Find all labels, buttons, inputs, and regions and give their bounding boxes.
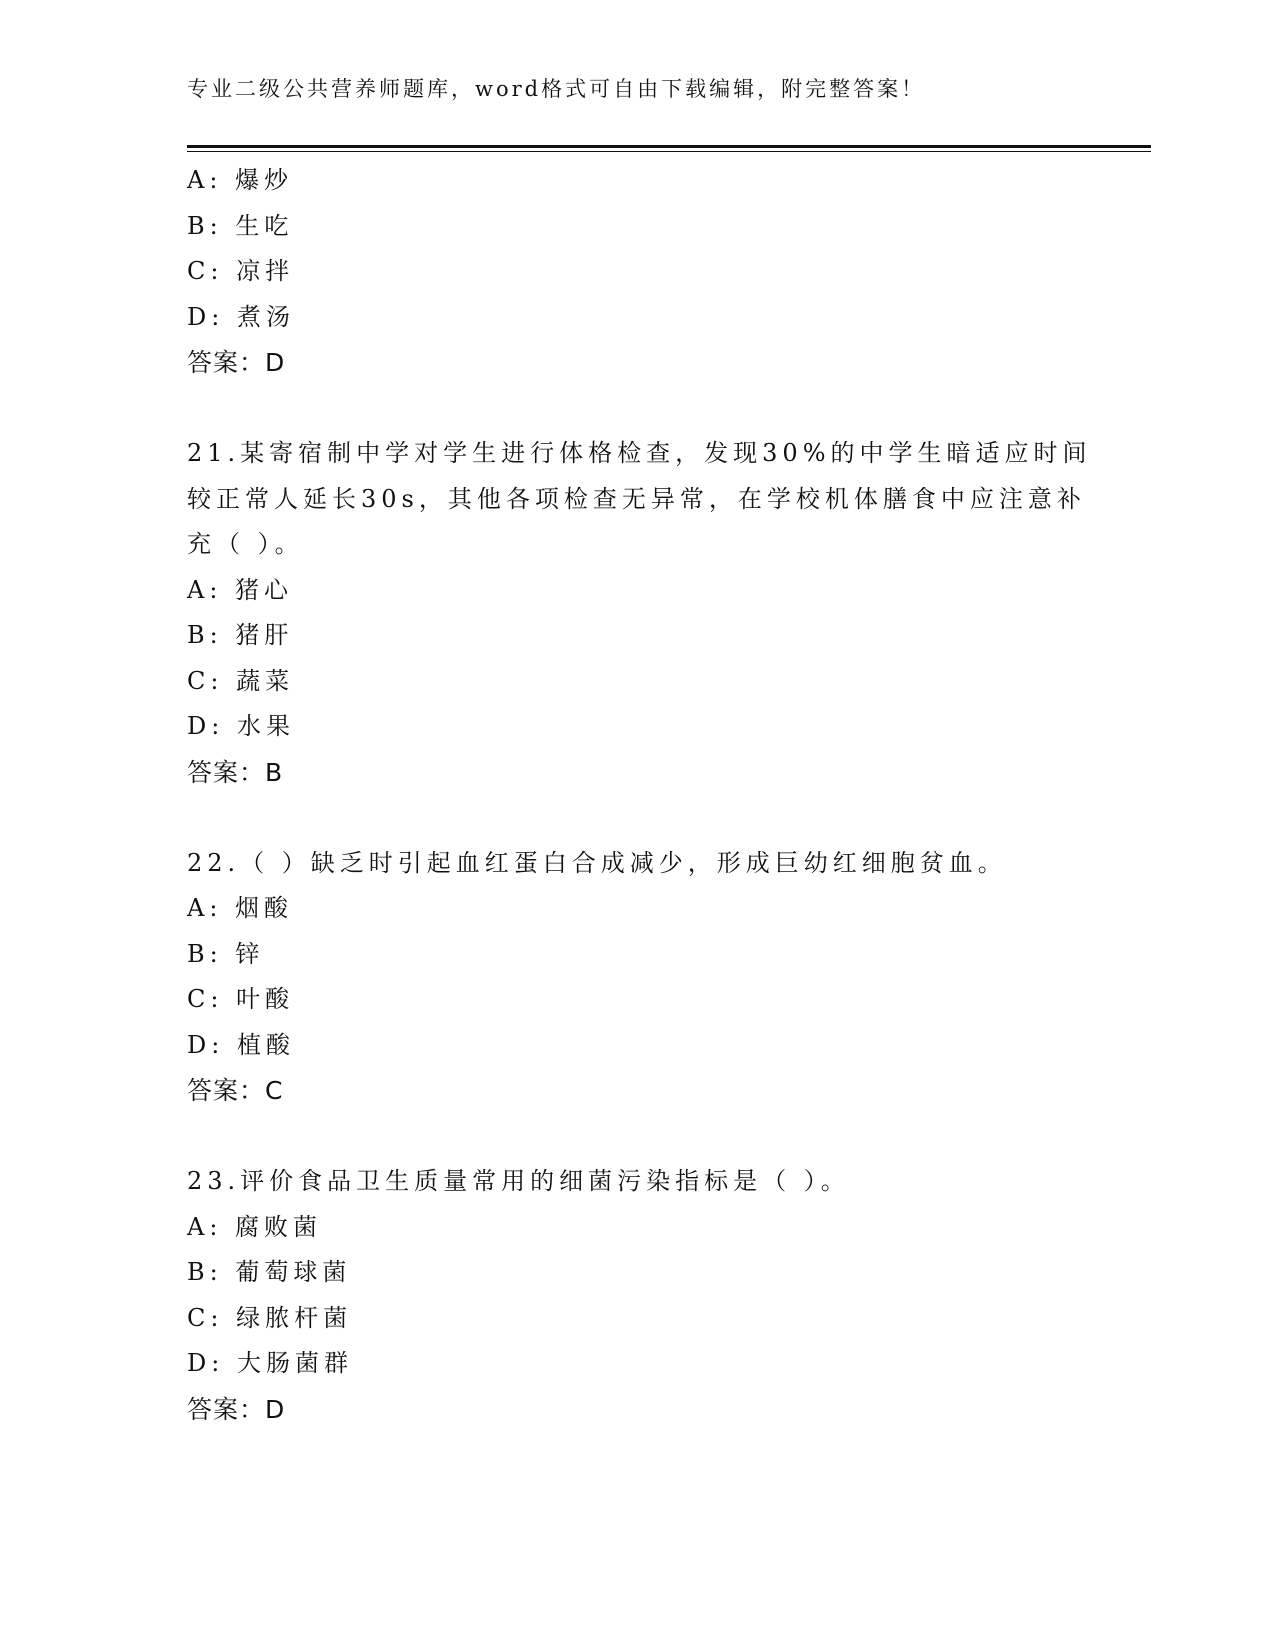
- answer-line: 答案：D: [187, 1394, 286, 1424]
- option-d: D: 植酸: [187, 1030, 295, 1059]
- header-rule-thin: [187, 151, 1151, 152]
- question-stem-line: 21.某寄宿制中学对学生进行体格检查，发现30%的中学生暗适应时间: [187, 439, 1092, 467]
- question-gap: [187, 386, 1087, 432]
- document-header: 专业二级公共营养师题库，word格式可自由下载编辑，附完整答案！: [187, 77, 926, 101]
- question-stem-line: 23.评价食品卫生质量常用的细菌污染指标是（ ）。: [187, 1167, 850, 1195]
- option-c: C: 绿脓杆菌: [187, 1303, 353, 1332]
- option-b: B: 葡萄球菌: [187, 1258, 352, 1286]
- answer-line: 答案：B: [187, 757, 284, 787]
- option-b: B: 生吃: [187, 211, 294, 240]
- question-gap: [187, 795, 1087, 841]
- option-d: D: 大肠菌群: [187, 1349, 353, 1377]
- option-d: D: 水果: [187, 712, 295, 740]
- answer-line: 答案：C: [187, 1076, 284, 1105]
- question-gap: [187, 1114, 1087, 1160]
- option-b: B: 锌: [187, 939, 265, 968]
- option-a: A: 爆炒: [187, 166, 294, 194]
- option-c: C: 凉拌: [187, 257, 295, 285]
- question-20-partial: [187, 158, 1087, 386]
- question-22: [187, 841, 1087, 1114]
- question-21: [187, 431, 1092, 795]
- option-a: A: 腐败菌: [187, 1212, 323, 1241]
- option-a: A: 烟酸: [187, 894, 294, 922]
- header-rule-thick: [187, 145, 1151, 148]
- option-a: A: 猪心: [187, 575, 294, 604]
- question-stem-line: 较正常人延长30s，其他各项检查无异常，在学校机体膳食中应注意补: [187, 484, 1086, 513]
- answer-line: 答案：D: [187, 348, 286, 377]
- option-c: C: 蔬菜: [187, 666, 295, 695]
- question-stem-line: 充（ ）。: [187, 530, 304, 558]
- option-b: B: 猪肝: [187, 621, 294, 649]
- option-d: D: 煮汤: [187, 302, 295, 331]
- question-stem-line: 22.（ ）缺乏时引起血红蛋白合成减少，形成巨幼红细胞贫血。: [187, 848, 1007, 877]
- document-body: [187, 158, 1092, 1432]
- question-23: [187, 1159, 1087, 1432]
- option-c: C: 叶酸: [187, 985, 295, 1013]
